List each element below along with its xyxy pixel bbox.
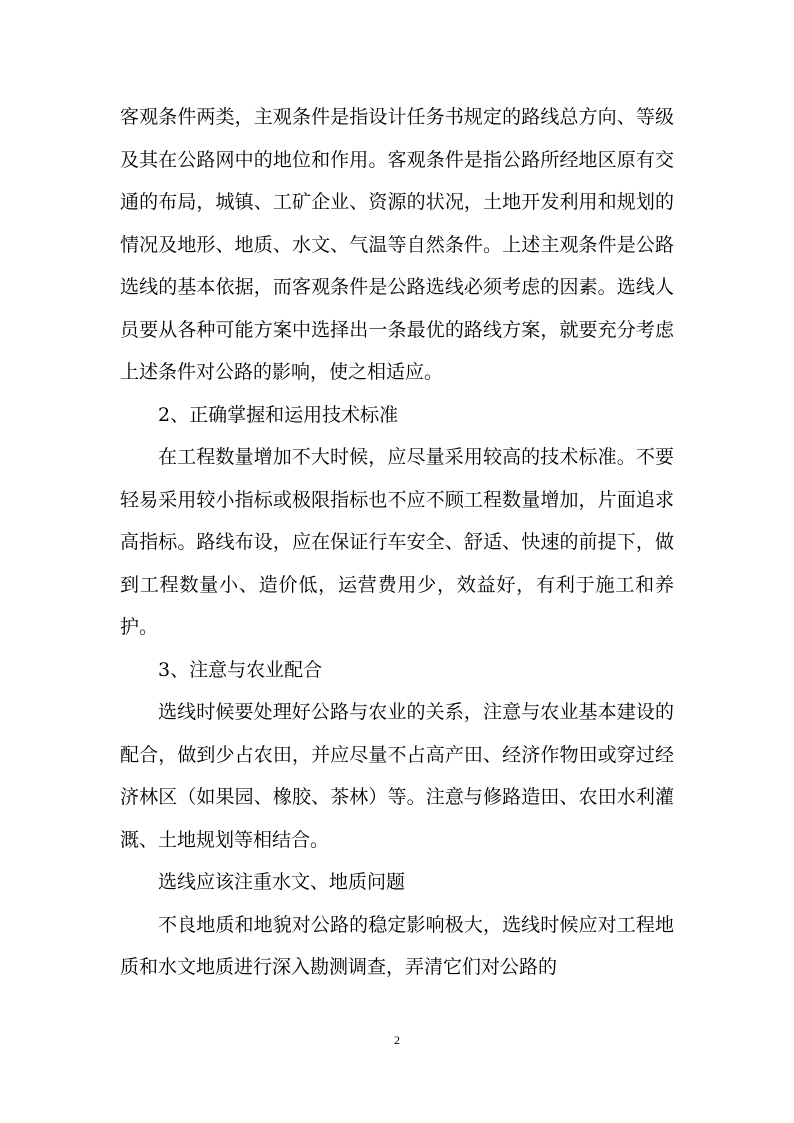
heading-technical-standards: 2、正确掌握和运用技术标准 (158, 403, 399, 426)
heading-agriculture: 3、注意与农业配合 (158, 658, 323, 681)
paragraph-technical-standards: 在工程数量增加不大时候，应尽量采用较高的技术标准。不要轻易采用较小指标或极限指标也不应不顾工程数量增加，片面追求高指标。路线布设，应在保证行车安全、舒适、快速的前提下，做到工程数量小、造价低，运营费用少，效益好，有利于施工和养护。 (120, 446, 674, 638)
page-number: 2 (394, 1033, 400, 1047)
paragraph-agriculture: 选线时候要处理好公路与农业的关系，注意与农业基本建设的配合，做到少占农田，并应尽量不占高产田、经济作物田或穿过经济林区（如果园、橡胶、茶林）等。注意与修路造田、农田水利灌溉、土地规划等相结合。 (120, 701, 674, 851)
heading-hydrology-geology: 选线应该注重水文、地质问题 (158, 871, 406, 893)
document-body (120, 96, 674, 989)
paragraph-conditions: 客观条件两类，主观条件是指设计任务书规定的路线总方向、等级及其在公路网中的地位和作用。客观条件是指公路所经地区原有交通的布局，城镇、工矿企业、资源的状况，土地开发利用和规划的情况及地形、地质、水文、气温等自然条件。上述主观条件是公路选线的基本依据，而客观条件是公路选线必须考虑的因素。选线人员要从各种可能方案中选择出一条最优的路线方案，就要充分考虑上述条件对公路的影响，使之相适应。 (120, 106, 674, 383)
paragraph-hydrology-geology: 不良地质和地貌对公路的稳定影响极大，选线时候应对工程地质和水文地质进行深入勘测调查，弄清它们对公路的 (120, 913, 674, 978)
